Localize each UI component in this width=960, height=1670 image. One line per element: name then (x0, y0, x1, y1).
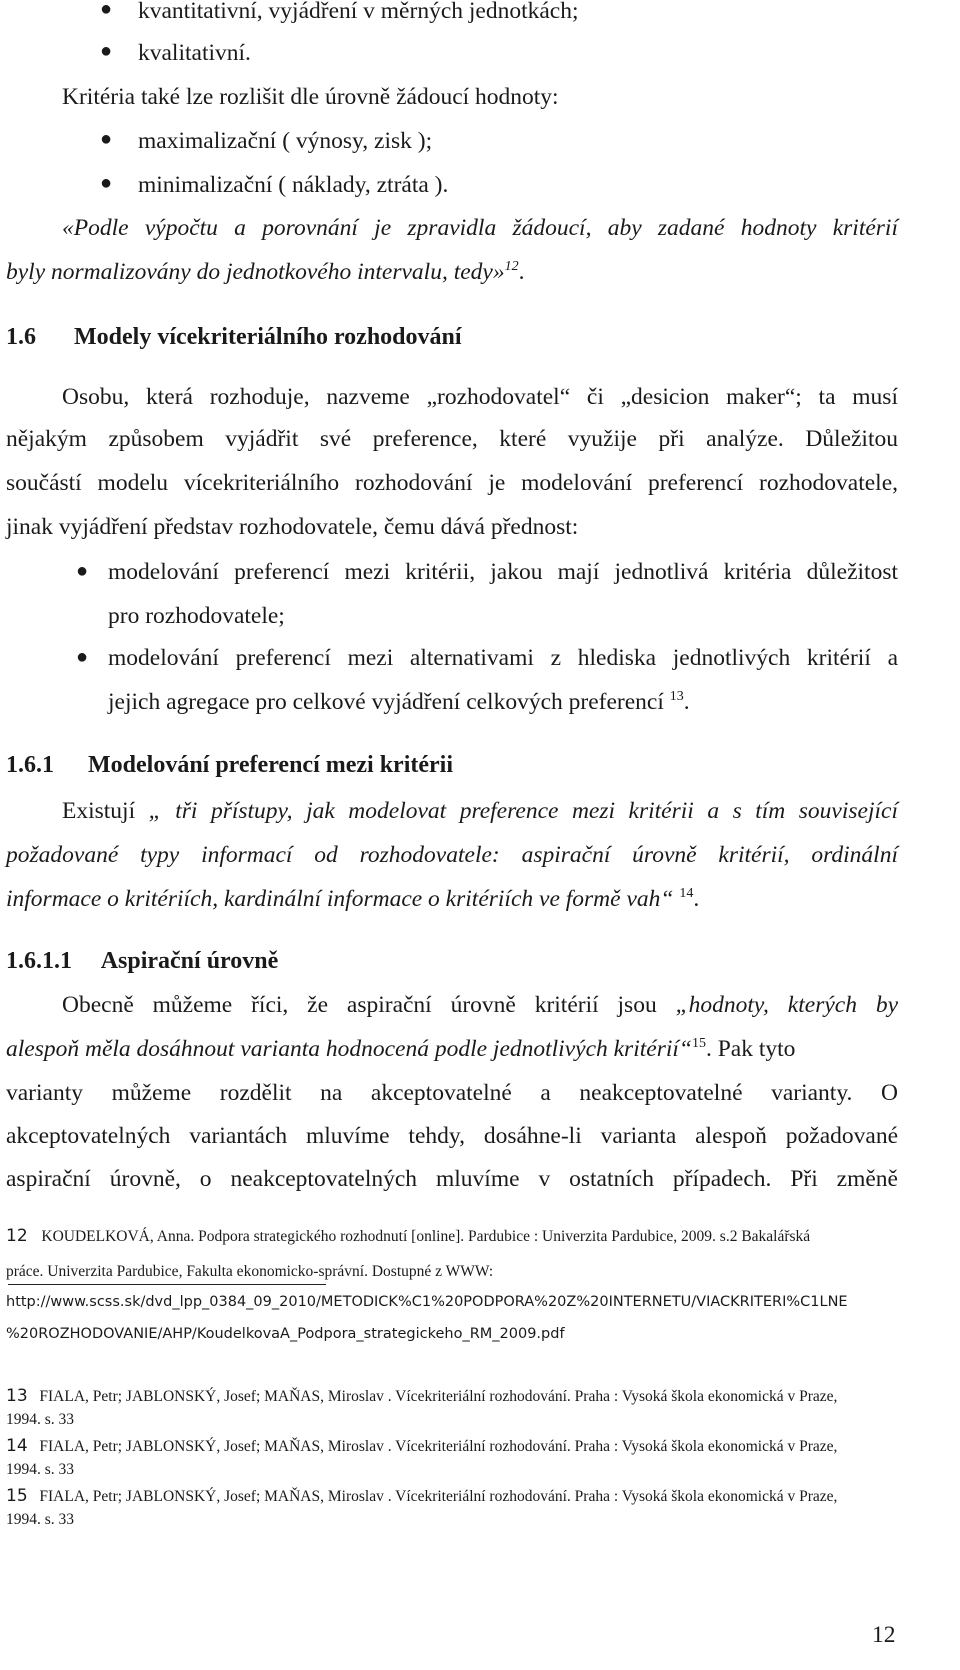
bullet-icon: ● (100, 0, 113, 20)
footnote-line: 1994. s. 33 (6, 1461, 75, 1478)
footnote-number: 12 (6, 1226, 28, 1246)
list-item-continuation (108, 687, 690, 717)
text-italic: „hodnoty, kterých by (675, 992, 898, 1018)
footnote-ref[interactable]: 12 (504, 259, 519, 275)
footnote-ref[interactable]: 14 (679, 886, 694, 902)
text-italic: „ tři přístupy, jak modelovat preference mezi kritérii a s tím související (148, 798, 898, 824)
footnote-line: práce. Univerzita Pardubice, Fakulta ekonomicko-správní. Dostupné z WWW: (6, 1263, 494, 1280)
paragraph-line: součástí modelu vícekriteriálního rozhodování je modelování preferencí rozhodovatele, (6, 470, 898, 496)
bullet-icon: ● (76, 646, 89, 668)
period: . (693, 886, 700, 912)
paragraph-line: varianty můžeme rozdělit na akceptovatelné a neakceptovatelné varianty. O (6, 1080, 898, 1106)
footnote-text: FIALA, Petr; JABLONSKÝ, Josef; MAŇAS, Miroslav . Vícekriteriální rozhodování. Praha : Vysoká škola ekonomická v Praze, (39, 1438, 838, 1455)
footnote-text: FIALA, Petr; JABLONSKÝ, Josef; MAŇAS, Miroslav . Vícekriteriální rozhodování. Praha : Vysoká škola ekonomická v Praze, (39, 1488, 838, 1505)
paragraph-line: jinak vyjádření představ rozhodovatele, čemu dává přednost: (6, 514, 579, 540)
footnote-ref[interactable]: 15 (691, 1036, 706, 1052)
footnote (6, 1226, 810, 1247)
section-title: Modely vícekriteriálního rozhodování (74, 324, 462, 350)
section-heading (6, 324, 462, 351)
period: . (683, 689, 690, 715)
footnote-number: 15 (6, 1486, 28, 1506)
paragraph-line: akceptovatelných variantách mluvíme tehdy, dosáhne-li varianta alespoň požadované (6, 1123, 898, 1149)
text-normal: Existují (62, 798, 136, 824)
bullet-icon: ● (100, 40, 113, 62)
footnote (6, 1436, 837, 1457)
footnote-url[interactable]: http://www.scss.sk/dvd_lpp_0384_09_2010/METODICK%C1%20PODPORA%20Z%20INTERNETU/VIACKRITERI%C1LNE (6, 1294, 848, 1310)
quote-line: «Podle výpočtu a porovnání je zpravidla žádoucí, aby zadané hodnoty kritérií (62, 215, 898, 241)
list-item-continuation: pro rozhodovatele; (108, 603, 285, 629)
paragraph-line: nějakým způsobem vyjádřit své preference, které využije při analýze. Důležitou (6, 426, 898, 452)
section-title: Aspirační úrovně (100, 948, 279, 974)
page-number: 12 (872, 1622, 896, 1648)
subsubsection-heading (6, 948, 278, 975)
subsection-heading (6, 752, 453, 779)
footnote-text: FIALA, Petr; JABLONSKÝ, Josef; MAŇAS, Miroslav . Vícekriteriální rozhodování. Praha : Vysoká škola ekonomická v Praze, (39, 1388, 838, 1405)
footnote-text: KOUDELKOVÁ, Anna. Podpora strategického rozhodnutí [online]. Pardubice : Univerzita Pardubice, 2009. s.2 Bakalářská (41, 1228, 811, 1245)
section-number: 1.6 (6, 324, 36, 350)
text-italic: alespoň měla dosáhnout varianta hodnocená podle jednotlivých kritérií“ (6, 1036, 692, 1062)
paragraph-line: požadované typy informací od rozhodovatele: aspirační úrovně kritérií, ordinální (6, 842, 898, 868)
text-italic: informace o kritériích, kardinální informace o kritériích ve formě vah (6, 886, 661, 912)
section-title: Modelování preferencí mezi kritérii (88, 752, 454, 778)
paragraph-line: Kritéria také lze rozlišit dle úrovně žádoucí hodnoty: (62, 84, 559, 110)
footnote-number: 13 (6, 1386, 28, 1406)
period: . (518, 259, 525, 285)
footnote-line: 1994. s. 33 (6, 1411, 75, 1428)
footnote-line: 1994. s. 33 (6, 1511, 75, 1528)
paragraph-line: aspirační úrovně, o neakceptovatelných mluvíme v ostatních případech. Při změně (6, 1166, 898, 1192)
paragraph-line: Osobu, která rozhoduje, nazveme „rozhodovatel“ či „desicion maker“; ta musí (62, 384, 898, 410)
bullet-icon: ● (100, 128, 113, 150)
text-normal: Obecně můžeme říci, že aspirační úrovně kritérií jsou (62, 992, 657, 1018)
paragraph-line (6, 1034, 898, 1064)
list-item: modelování preferencí mezi kritérii, jakou mají jednotlivá kritéria důležitost (108, 559, 898, 585)
footnote-ref[interactable]: 13 (669, 689, 684, 705)
bullet-icon: ● (100, 172, 113, 194)
list-item: modelování preferencí mezi alternativami z hlediska jednotlivých kritérií a (108, 645, 898, 671)
paragraph-line (62, 990, 898, 1020)
footnote (6, 1386, 837, 1407)
section-number: 1.6.1 (6, 752, 54, 778)
paragraph-line (62, 796, 898, 826)
footnote-number: 14 (6, 1436, 28, 1456)
quote-text: byly normalizovány do jednotkového intervalu, tedy» (6, 259, 505, 285)
list-item: minimalizační ( náklady, ztráta ). (138, 172, 449, 198)
list-item: kvantitativní, vyjádření v měrných jednotkách; (138, 0, 579, 24)
paragraph-line: informace o kritériích, kardinální informace o kritériích ve formě vah“ $^{14}$. (6, 886, 700, 912)
quote-line (6, 257, 524, 287)
footnote-separator (8, 1284, 326, 1285)
footnote (6, 1486, 837, 1507)
bullet-icon: ● (76, 560, 89, 582)
list-item: maximalizační ( výnosy, zisk ); (138, 128, 433, 154)
list-item: kvalitativní. (138, 40, 251, 66)
text-normal: . Pak tyto (705, 1036, 796, 1062)
footnote-url[interactable]: %20ROZHODOVANIE/AHP/KoudelkovaA_Podpora_strategickeho_RM_2009.pdf (6, 1326, 565, 1342)
section-number: 1.6.1.1 (6, 948, 72, 974)
list-text: jejich agregace pro celkové vyjádření celkových preferencí (108, 689, 664, 715)
